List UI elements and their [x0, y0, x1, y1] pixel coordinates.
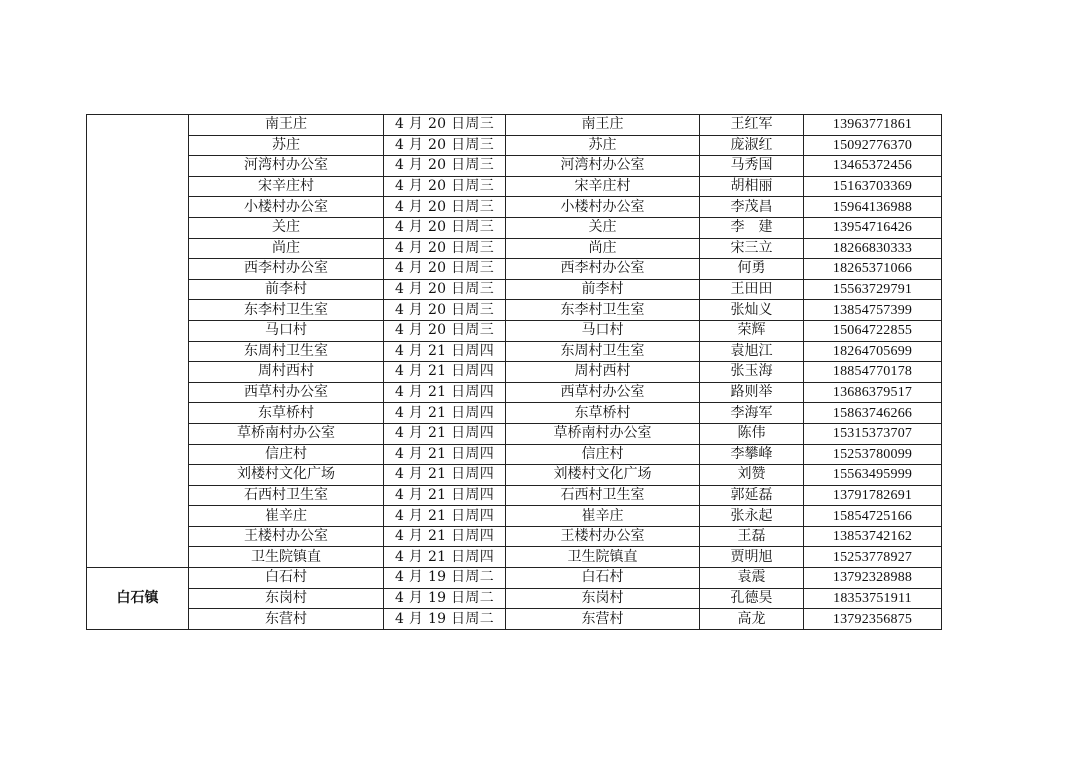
site-cell: 周村西村 [506, 362, 700, 383]
site-cell: 白石村 [506, 568, 700, 589]
phone-cell: 15563729791 [804, 279, 942, 300]
phone-cell: 15563495999 [804, 465, 942, 486]
site-cell: 宋辛庄村 [506, 176, 700, 197]
village-cell: 信庄村 [189, 444, 384, 465]
site-cell: 南王庄 [506, 115, 700, 136]
contact-cell: 李 建 [700, 217, 804, 238]
phone-cell: 13686379517 [804, 382, 942, 403]
site-cell: 尚庄 [506, 238, 700, 259]
table-row [87, 300, 942, 321]
contact-cell: 路则举 [700, 382, 804, 403]
phone-cell: 13853742162 [804, 526, 942, 547]
village-cell: 周村西村 [189, 362, 384, 383]
date-cell: 4 月 20 日周三 [384, 259, 506, 280]
contact-cell: 袁震 [700, 568, 804, 589]
village-cell: 东李村卫生室 [189, 300, 384, 321]
table-row [87, 238, 942, 259]
phone-cell: 15253780099 [804, 444, 942, 465]
contact-cell: 庞淑红 [700, 135, 804, 156]
table-row [87, 526, 942, 547]
village-cell: 东营村 [189, 609, 384, 630]
site-cell: 西草村办公室 [506, 382, 700, 403]
date-cell: 4 月 20 日周三 [384, 156, 506, 177]
phone-cell: 15163703369 [804, 176, 942, 197]
table-row [87, 423, 942, 444]
phone-cell: 13465372456 [804, 156, 942, 177]
date-cell: 4 月 20 日周三 [384, 238, 506, 259]
date-cell: 4 月 21 日周四 [384, 444, 506, 465]
contact-cell: 何勇 [700, 259, 804, 280]
site-cell: 苏庄 [506, 135, 700, 156]
table-row [87, 609, 942, 630]
table-row [87, 568, 942, 589]
village-cell: 西李村办公室 [189, 259, 384, 280]
table-row [87, 259, 942, 280]
phone-cell: 15064722855 [804, 320, 942, 341]
contact-cell: 王磊 [700, 526, 804, 547]
village-cell: 东草桥村 [189, 403, 384, 424]
table-row [87, 465, 942, 486]
date-cell: 4 月 20 日周三 [384, 176, 506, 197]
village-cell: 崔辛庄 [189, 506, 384, 527]
village-cell: 石西村卫生室 [189, 485, 384, 506]
contact-cell: 王红军 [700, 115, 804, 136]
contact-cell: 孔德昊 [700, 588, 804, 609]
village-cell: 关庄 [189, 217, 384, 238]
date-cell: 4 月 21 日周四 [384, 547, 506, 568]
contact-cell: 袁旭江 [700, 341, 804, 362]
date-cell: 4 月 20 日周三 [384, 217, 506, 238]
site-cell: 草桥南村办公室 [506, 423, 700, 444]
phone-cell: 15964136988 [804, 197, 942, 218]
phone-cell: 18264705699 [804, 341, 942, 362]
site-cell: 东李村卫生室 [506, 300, 700, 321]
date-cell: 4 月 21 日周四 [384, 526, 506, 547]
date-cell: 4 月 21 日周四 [384, 485, 506, 506]
phone-cell: 15863746266 [804, 403, 942, 424]
date-cell: 4 月 20 日周三 [384, 135, 506, 156]
date-cell: 4 月 21 日周四 [384, 341, 506, 362]
site-cell: 东草桥村 [506, 403, 700, 424]
contact-cell: 张玉海 [700, 362, 804, 383]
phone-cell: 15092776370 [804, 135, 942, 156]
phone-cell: 13792328988 [804, 568, 942, 589]
village-cell: 卫生院镇直 [189, 547, 384, 568]
village-cell: 尚庄 [189, 238, 384, 259]
table-row [87, 176, 942, 197]
site-cell: 小楼村办公室 [506, 197, 700, 218]
table-row [87, 279, 942, 300]
date-cell: 4 月 20 日周三 [384, 320, 506, 341]
date-cell: 4 月 21 日周四 [384, 465, 506, 486]
contact-cell: 李攀峰 [700, 444, 804, 465]
contact-cell: 马秀国 [700, 156, 804, 177]
phone-cell: 13954716426 [804, 217, 942, 238]
contact-cell: 陈伟 [700, 423, 804, 444]
table-row [87, 547, 942, 568]
contact-cell: 王田田 [700, 279, 804, 300]
table-row [87, 588, 942, 609]
date-cell: 4 月 20 日周三 [384, 300, 506, 321]
contact-cell: 胡相丽 [700, 176, 804, 197]
phone-cell: 18353751911 [804, 588, 942, 609]
schedule-table-body [87, 115, 942, 630]
table-row [87, 485, 942, 506]
contact-cell: 宋三立 [700, 238, 804, 259]
village-cell: 西草村办公室 [189, 382, 384, 403]
village-cell: 草桥南村办公室 [189, 423, 384, 444]
phone-cell: 13963771861 [804, 115, 942, 136]
phone-cell: 15253778927 [804, 547, 942, 568]
village-cell: 宋辛庄村 [189, 176, 384, 197]
table-row [87, 362, 942, 383]
date-cell: 4 月 19 日周二 [384, 568, 506, 589]
village-cell: 东周村卫生室 [189, 341, 384, 362]
village-cell: 前李村 [189, 279, 384, 300]
date-cell: 4 月 21 日周四 [384, 423, 506, 444]
site-cell: 河湾村办公室 [506, 156, 700, 177]
table-row [87, 444, 942, 465]
date-cell: 4 月 20 日周三 [384, 279, 506, 300]
date-cell: 4 月 21 日周四 [384, 362, 506, 383]
table-row [87, 403, 942, 424]
table-row [87, 135, 942, 156]
contact-cell: 张灿义 [700, 300, 804, 321]
site-cell: 马口村 [506, 320, 700, 341]
contact-cell: 高龙 [700, 609, 804, 630]
site-cell: 关庄 [506, 217, 700, 238]
village-cell: 小楼村办公室 [189, 197, 384, 218]
phone-cell: 15315373707 [804, 423, 942, 444]
table-row [87, 382, 942, 403]
site-cell: 刘楼村文化广场 [506, 465, 700, 486]
phone-cell: 18854770178 [804, 362, 942, 383]
contact-cell: 李茂昌 [700, 197, 804, 218]
village-cell: 刘楼村文化广场 [189, 465, 384, 486]
village-cell: 东岗村 [189, 588, 384, 609]
table-row [87, 341, 942, 362]
schedule-table [86, 114, 942, 630]
contact-cell: 李海军 [700, 403, 804, 424]
date-cell: 4 月 20 日周三 [384, 115, 506, 136]
site-cell: 石西村卫生室 [506, 485, 700, 506]
table-row [87, 197, 942, 218]
table-row [87, 217, 942, 238]
phone-cell: 13854757399 [804, 300, 942, 321]
town-cell [87, 115, 189, 568]
date-cell: 4 月 21 日周四 [384, 506, 506, 527]
site-cell: 西李村办公室 [506, 259, 700, 280]
table-row [87, 320, 942, 341]
site-cell: 崔辛庄 [506, 506, 700, 527]
site-cell: 东营村 [506, 609, 700, 630]
site-cell: 东岗村 [506, 588, 700, 609]
phone-cell: 15854725166 [804, 506, 942, 527]
contact-cell: 贾明旭 [700, 547, 804, 568]
village-cell: 河湾村办公室 [189, 156, 384, 177]
site-cell: 东周村卫生室 [506, 341, 700, 362]
phone-cell: 18266830333 [804, 238, 942, 259]
village-cell: 苏庄 [189, 135, 384, 156]
date-cell: 4 月 20 日周三 [384, 197, 506, 218]
phone-cell: 18265371066 [804, 259, 942, 280]
date-cell: 4 月 21 日周四 [384, 382, 506, 403]
village-cell: 马口村 [189, 320, 384, 341]
site-cell: 信庄村 [506, 444, 700, 465]
date-cell: 4 月 21 日周四 [384, 403, 506, 424]
village-cell: 王楼村办公室 [189, 526, 384, 547]
contact-cell: 刘赞 [700, 465, 804, 486]
phone-cell: 13791782691 [804, 485, 942, 506]
contact-cell: 郭延磊 [700, 485, 804, 506]
table-row [87, 115, 942, 136]
village-cell: 南王庄 [189, 115, 384, 136]
site-cell: 卫生院镇直 [506, 547, 700, 568]
table-row [87, 506, 942, 527]
site-cell: 前李村 [506, 279, 700, 300]
town-cell: 白石镇 [87, 568, 189, 630]
village-cell: 白石村 [189, 568, 384, 589]
date-cell: 4 月 19 日周二 [384, 588, 506, 609]
phone-cell: 13792356875 [804, 609, 942, 630]
contact-cell: 荣辉 [700, 320, 804, 341]
site-cell: 王楼村办公室 [506, 526, 700, 547]
table-row [87, 156, 942, 177]
date-cell: 4 月 19 日周二 [384, 609, 506, 630]
contact-cell: 张永起 [700, 506, 804, 527]
